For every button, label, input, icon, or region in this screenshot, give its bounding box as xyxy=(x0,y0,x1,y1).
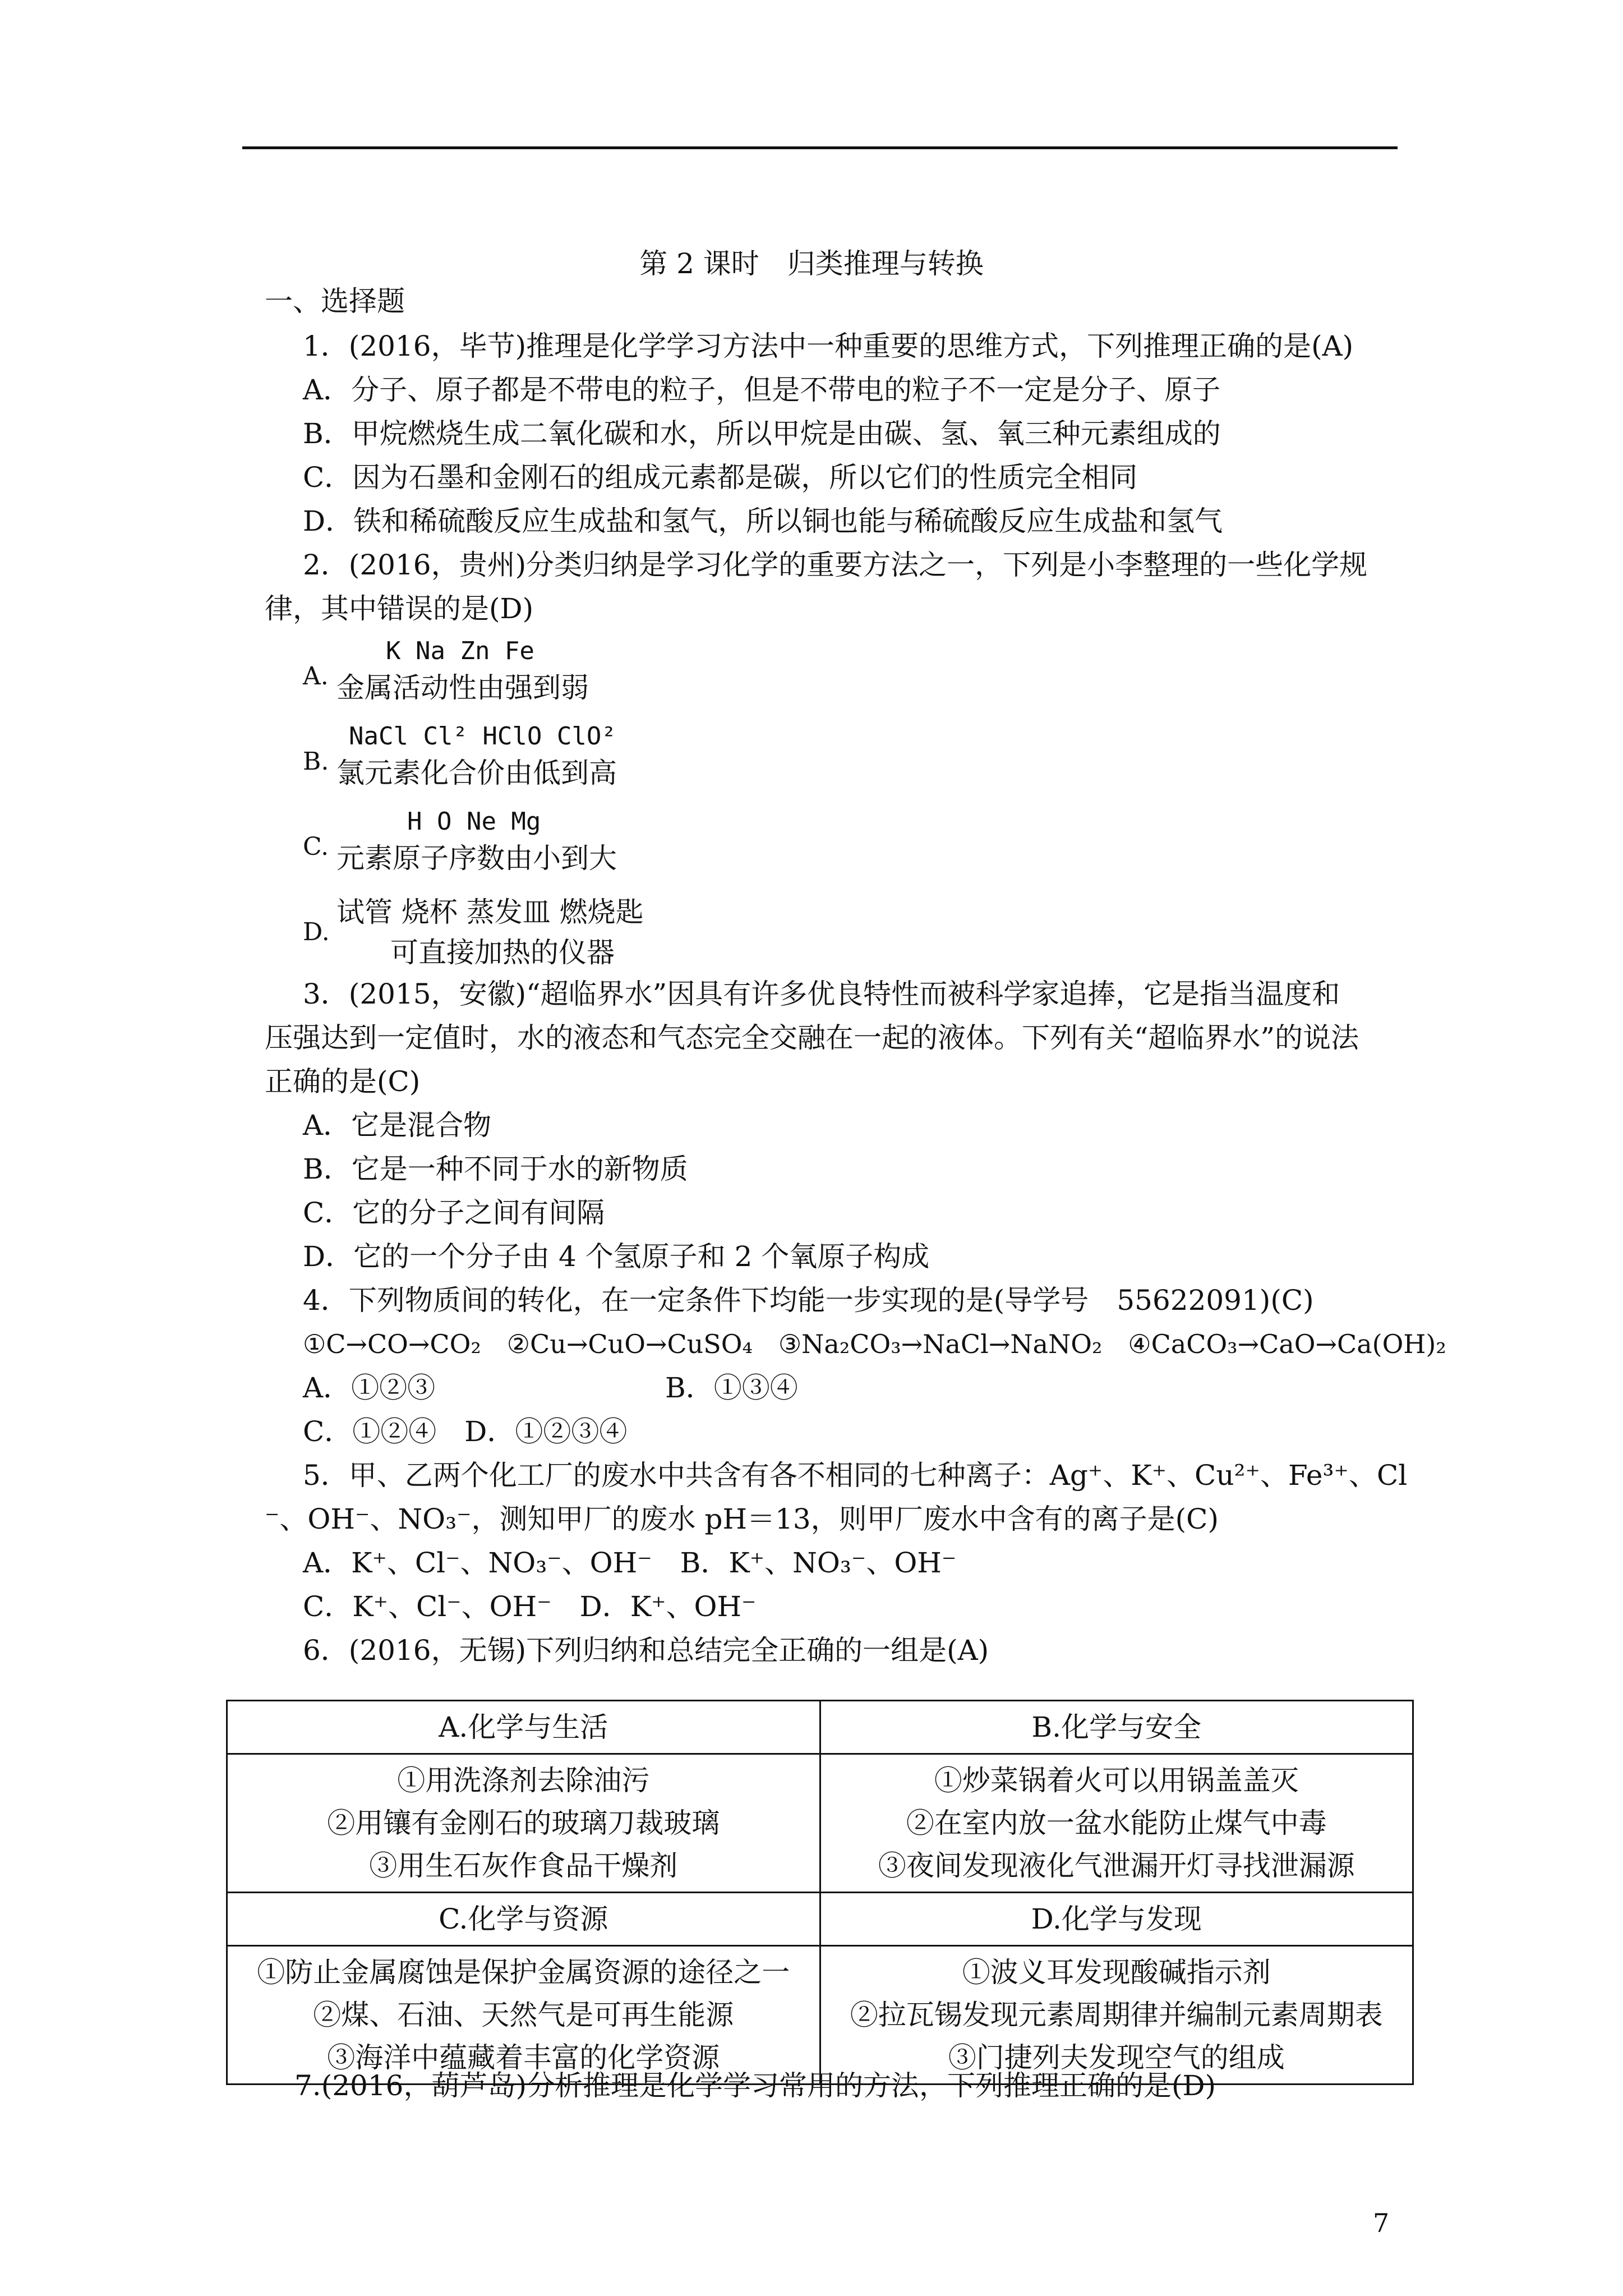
table-cell-b xyxy=(820,1754,1413,1893)
q3-option-b: B．它是一种不同于水的新物质 xyxy=(303,1153,688,1185)
table-b-item: ③夜间发现液化气泄漏开灯寻找泄漏源 xyxy=(878,1849,1355,1882)
table-head-d: D.化学与发现 xyxy=(820,1893,1413,1946)
q3-option-a: A．它是混合物 xyxy=(303,1109,492,1142)
q2-option-d-rule: 可直接加热的仪器 xyxy=(390,936,615,969)
table-cell-c xyxy=(227,1946,820,2085)
q3-option-d: D．它的一个分子由 4 个氢原子和 2 个氧原子构成 xyxy=(303,1240,930,1273)
q2-option-d-sequence: 试管 烧杯 蒸发皿 燃烧匙 xyxy=(336,896,644,928)
q5-stem-line2: ⁻、OH⁻、NO₃⁻，测知甲厂的废水 pH＝13，则甲厂废水中含有的离子是(C) xyxy=(265,1503,1219,1535)
q2-option-b xyxy=(336,722,617,791)
q2-option-a xyxy=(336,637,589,706)
q2-option-d xyxy=(336,890,644,970)
q3-stem-line2: 压强达到一定值时，水的液态和气态完全交融在一起的液体。下列有关“超临界水”的说法 xyxy=(265,1022,1359,1054)
q2-option-c xyxy=(336,807,617,876)
q1-option-d: D．铁和稀硫酸反应生成盐和氢气，所以铜也能与稀硫酸反应生成盐和氢气 xyxy=(303,505,1223,537)
table-a-item: ②用镶有金刚石的玻璃刀裁玻璃 xyxy=(327,1807,720,1839)
table-a-item: ③用生石灰作食品干燥剂 xyxy=(369,1849,678,1882)
q5-options-cd: C．K⁺、Cl⁻、OH⁻ D．K⁺、OH⁻ xyxy=(303,1590,757,1623)
table-d-item: ②拉瓦锡发现元素周期律并编制元素周期表 xyxy=(850,1999,1383,2031)
q5-options-ab: A．K⁺、Cl⁻、NO₃⁻、OH⁻ B．K⁺、NO₃⁻、OH⁻ xyxy=(303,1547,957,1579)
q2-option-d-letter: D. xyxy=(303,918,330,946)
table-cell-d xyxy=(820,1946,1413,2085)
q1-option-b: B．甲烷燃烧生成二氧化碳和水，所以甲烷是由碳、氢、氧三种元素组成的 xyxy=(303,417,1221,450)
q4-option-a: A．①②③ xyxy=(303,1372,436,1404)
q1-option-a: A．分子、原子都是不带电的粒子，但是不带电的粒子不一定是分子、原子 xyxy=(303,374,1221,406)
table-d-item: ③门捷列夫发现空气的组成 xyxy=(948,2041,1285,2074)
q6-stem: 6．(2016，无锡)下列归纳和总结完全正确的一组是(A) xyxy=(303,1634,989,1667)
q2-option-a-letter: A. xyxy=(303,662,329,691)
page-title: 第 2 课时 归类推理与转换 xyxy=(639,247,984,280)
table-c-item: ①防止金属腐蚀是保护金属资源的途径之一 xyxy=(257,1956,790,1989)
table-a-item: ①用洗涤剂去除油污 xyxy=(397,1764,650,1797)
table-head-b: B.化学与安全 xyxy=(820,1701,1413,1754)
q3-option-c: C．它的分子之间有间隔 xyxy=(303,1197,605,1229)
q2-stem-line2: 律，其中错误的是(D) xyxy=(265,592,534,625)
header-rule xyxy=(242,146,1398,149)
q2-option-b-sequence: NaCl Cl² HClO ClO² xyxy=(349,722,616,751)
q2-option-c-sequence: H O Ne Mg xyxy=(407,807,541,836)
q1-option-c: C．因为石墨和金刚石的组成元素都是碳，所以它们的性质完全相同 xyxy=(303,461,1138,494)
q7-stem: 7.(2016，葫芦岛)分析推理是化学学习常用的方法，下列推理正确的是(D) xyxy=(294,2069,1216,2102)
q3-stem-line1: 3．(2015，安徽)“超临界水”因具有许多优良特性而被科学家追捧，它是指当温度和 xyxy=(303,978,1340,1010)
table-c-item: ②煤、石油、天然气是可再生能源 xyxy=(313,1999,734,2031)
q2-stem-line1: 2．(2016，贵州)分类归纳是学习化学的重要方法之一，下列是小李整理的一些化学规 xyxy=(303,549,1368,581)
q1-stem: 1．(2016，毕节)推理是化学学习方法中一种重要的思维方式，下列推理正确的是(A) xyxy=(303,330,1354,362)
table-b-item: ②在室内放一盆水能防止煤气中毒 xyxy=(906,1807,1327,1839)
q2-option-c-rule: 元素原子序数由小到大 xyxy=(336,842,617,875)
q2-option-c-letter: C. xyxy=(303,832,329,861)
page-number: 7 xyxy=(1373,2208,1390,2238)
section-heading: 一、选择题 xyxy=(265,285,405,318)
q4-option-b: B．①③④ xyxy=(665,1372,798,1404)
table-head-c: C.化学与资源 xyxy=(227,1893,820,1946)
table-b-item: ①炒菜锅着火可以用锅盖盖灭 xyxy=(934,1764,1299,1797)
q4-stem: 4．下列物质间的转化，在一定条件下均能一步实现的是(导学号 55622091)(C) xyxy=(303,1284,1314,1317)
table-cell-a xyxy=(227,1754,820,1893)
q4-options-cd: C．①②④ D．①②③④ xyxy=(303,1415,628,1448)
q3-stem-line3: 正确的是(C) xyxy=(265,1065,421,1098)
q4-conversion-chain: ①C→CO→CO₂ ②Cu→CuO→CuSO₄ ③Na₂CO₃→NaCl→NaNO₂ ④CaCO₃→CaO→Ca(OH)₂ xyxy=(303,1329,1446,1359)
q2-option-a-rule: 金属活动性由强到弱 xyxy=(336,671,589,704)
q5-stem-line1: 5．甲、乙两个化工厂的废水中共含有各不相同的七种离子：Ag⁺、K⁺、Cu²⁺、Fe³⁺、Cl xyxy=(303,1459,1408,1492)
q2-option-a-sequence: K Na Zn Fe xyxy=(386,637,534,665)
q6-summary-table xyxy=(226,1700,1414,2085)
table-head-a: A.化学与生活 xyxy=(227,1701,820,1754)
table-c-item: ③海洋中蕴藏着丰富的化学资源 xyxy=(327,2041,720,2074)
q2-option-b-rule: 氯元素化合价由低到高 xyxy=(336,757,617,789)
q2-option-b-letter: B. xyxy=(303,747,329,776)
table-d-item: ①波义耳发现酸碱指示剂 xyxy=(962,1956,1271,1989)
